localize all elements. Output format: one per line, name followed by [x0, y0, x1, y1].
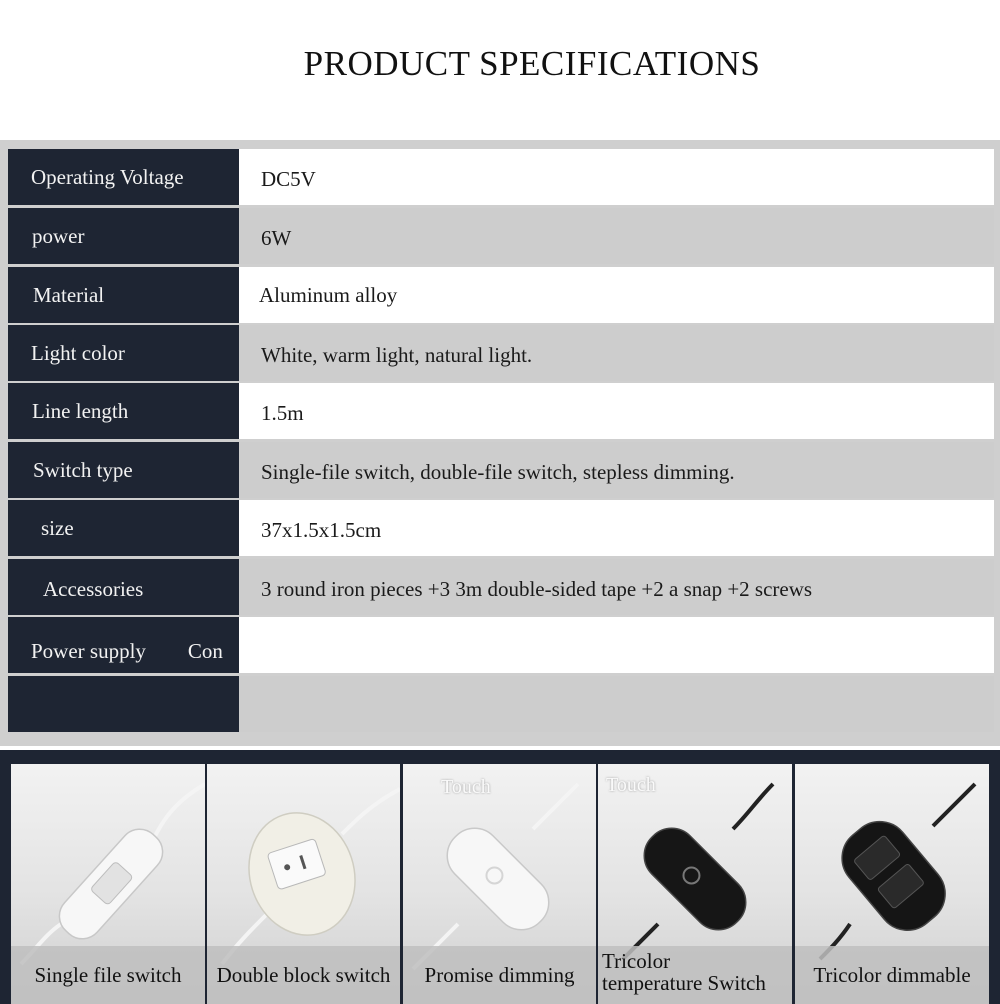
spec-row-empty — [8, 676, 994, 732]
spec-label: size — [8, 500, 239, 556]
spec-value: 3 round iron pieces +3 3m double-sided tape +2 a snap +2 screws — [239, 559, 994, 615]
switch-caption-line: Tricolor — [602, 949, 671, 973]
spec-value: Aluminum alloy — [239, 267, 994, 323]
spec-label: Light color — [8, 325, 239, 381]
spec-label: power — [8, 208, 239, 264]
switch-card-promise-dimming — [403, 764, 596, 1004]
spec-row-material — [8, 267, 994, 323]
spec-value — [239, 617, 994, 673]
spec-label-text: Power supply — [31, 639, 146, 663]
spec-label: Operating Voltage — [8, 149, 239, 205]
spec-label-extra: Con — [187, 639, 223, 663]
page-title: PRODUCT SPECIFICATIONS — [303, 44, 761, 83]
spec-label — [8, 676, 239, 732]
touch-label: Touch — [606, 774, 656, 796]
spec-value: 6W — [239, 208, 994, 264]
switch-caption: Single file switch — [11, 946, 205, 1004]
spec-row-size — [8, 500, 994, 556]
switch-caption — [598, 946, 792, 1004]
spec-label: Accessories — [8, 559, 239, 615]
spec-label: Material — [8, 267, 239, 323]
spec-row-light-color — [8, 325, 994, 381]
spec-label — [8, 617, 239, 673]
switch-card-double-block — [207, 764, 400, 1004]
spec-value — [239, 676, 994, 732]
spec-value: White, warm light, natural light. — [239, 325, 994, 381]
switch-card-tricolor-dimmable — [795, 764, 989, 1004]
switch-card-tricolor-temperature — [598, 764, 792, 1004]
switch-caption: Promise dimming — [403, 946, 596, 1004]
spec-value: Single-file switch, double-file switch, stepless dimming. — [239, 442, 994, 498]
spec-value: 37x1.5x1.5cm — [239, 500, 994, 556]
spec-label: Switch type — [8, 442, 239, 498]
switch-caption: Tricolor dimmable — [795, 946, 989, 1004]
switch-caption-line: temperature Switch — [602, 971, 766, 995]
spec-row-line-length — [8, 383, 994, 439]
spec-row-power — [8, 208, 994, 264]
spec-row-switch-type — [8, 442, 994, 498]
touch-label: Touch — [441, 776, 491, 798]
spec-value: 1.5m — [239, 383, 994, 439]
spec-label: Line length — [8, 383, 239, 439]
switch-caption: Double block switch — [207, 946, 400, 1004]
switch-card-single-file — [11, 764, 205, 1004]
spec-value: DC5V — [239, 149, 994, 205]
spec-row-power-supply — [8, 617, 994, 673]
spec-row-accessories — [8, 559, 994, 615]
spec-row-operating-voltage — [8, 149, 994, 205]
